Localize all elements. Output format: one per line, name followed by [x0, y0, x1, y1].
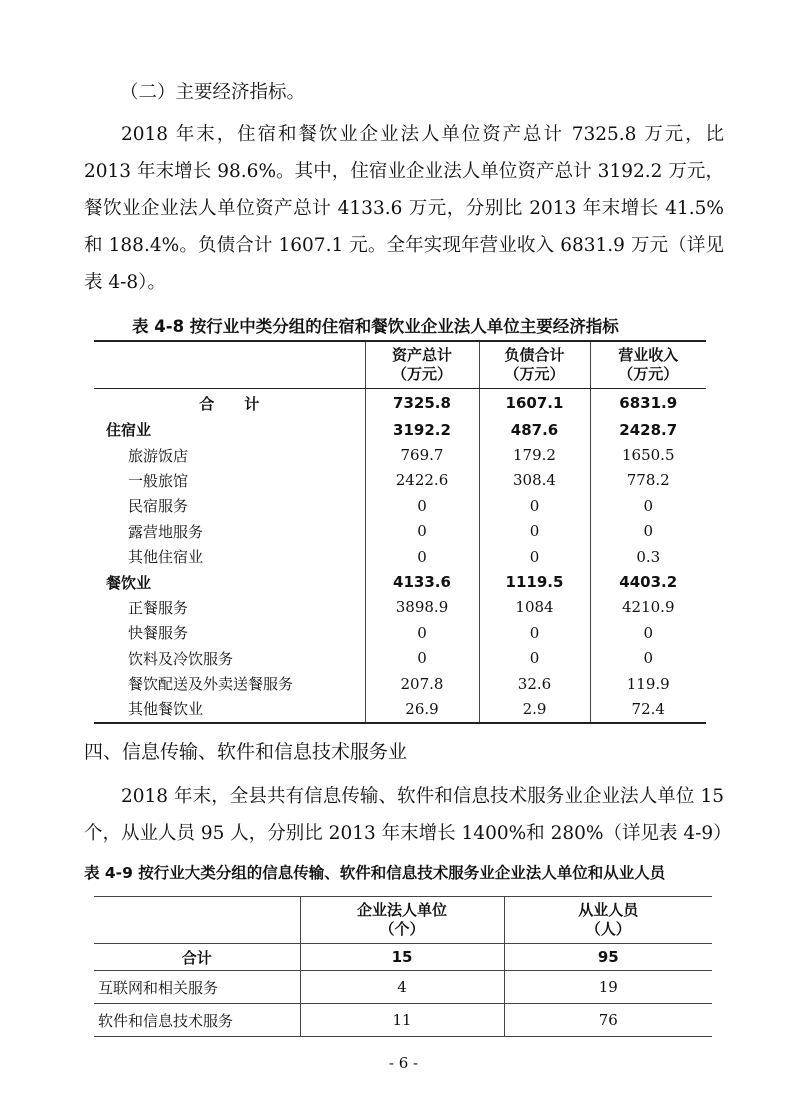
header-blank — [94, 897, 300, 944]
section-heading-information-technology: 四、信息传输、软件和信息技术服务业 — [84, 741, 408, 763]
cell-employees: 95 — [504, 944, 712, 971]
table-row — [94, 646, 706, 671]
cell-assets: 0 — [365, 519, 479, 544]
table-4-8 — [94, 340, 706, 724]
cell-revenue: 119.9 — [590, 671, 706, 696]
header-liabilities: 负债合计 （万元） — [479, 341, 590, 389]
cell-revenue: 0 — [590, 646, 706, 671]
cell-employees: 19 — [504, 971, 712, 1004]
table-row — [94, 417, 706, 442]
cell-assets: 207.8 — [365, 671, 479, 696]
table-header-row — [94, 897, 712, 944]
cell-revenue: 778.2 — [590, 468, 706, 493]
cell-liabilities: 32.6 — [479, 671, 590, 696]
table-row-total — [94, 389, 706, 418]
cell-liabilities: 308.4 — [479, 468, 590, 493]
table-4-9-caption: 表 4-9 按行业大类分组的信息传输、软件和信息技术服务业企业法人单位和从业人员 — [84, 864, 666, 882]
cell-revenue: 72.4 — [590, 696, 706, 722]
row-label: 合 计 — [199, 394, 260, 413]
page-number: - 6 - — [388, 1054, 419, 1072]
header-enterprises: 企业法人单位 （个） — [300, 897, 504, 944]
table-row — [94, 696, 706, 722]
cell-liabilities: 0 — [479, 646, 590, 671]
cell-enterprises: 15 — [300, 944, 504, 971]
cell-employees: 76 — [504, 1004, 712, 1037]
row-label: 互联网和相关服务 — [94, 971, 300, 1004]
row-label: 快餐服务 — [128, 624, 189, 643]
cell-assets: 3192.2 — [365, 417, 479, 442]
row-label: 其他餐饮业 — [94, 696, 365, 722]
row-label: 露营地服务 — [128, 522, 204, 541]
cell-liabilities: 0 — [479, 519, 590, 544]
cell-revenue: 0 — [590, 519, 706, 544]
row-label: 其他住宿业 — [128, 548, 204, 567]
cell-liabilities: 1084 — [479, 595, 590, 620]
table-row — [94, 1004, 712, 1037]
row-label: 民宿服务 — [128, 497, 189, 516]
row-label: 餐饮业 — [106, 573, 152, 592]
table-row — [94, 544, 706, 569]
table-4-9 — [94, 896, 712, 1037]
cell-assets: 4133.6 — [365, 569, 479, 594]
header-assets: 资产总计 （万元） — [365, 341, 479, 389]
table-row — [94, 971, 712, 1004]
header-blank — [94, 341, 365, 389]
cell-assets: 0 — [365, 620, 479, 645]
cell-revenue: 4210.9 — [590, 595, 706, 620]
economic-indicators-paragraph: 2018 年末，住宿和餐饮业企业法人单位资产总计 7325.8 万元，比 2013 年末增长 98.6%。其中，住宿业企业法人单位资产总计 3192.2 万元，餐饮业企业法人单位资产总计 4133.6 万元，分别比 2013 年末增长 41.5% 和 188.4%。负债合计 1607.1 元。全年实现年营业收入 6831.9 万元（详见表 4-8）。 — [84, 124, 724, 293]
cell-liabilities: 0 — [479, 493, 590, 518]
row-label: 饮料及冷饮服务 — [128, 649, 234, 668]
row-label: 住宿业 — [106, 421, 152, 440]
header-revenue: 营业收入 （万元） — [590, 341, 706, 389]
cell-assets: 0 — [365, 493, 479, 518]
table-row — [94, 671, 706, 696]
row-label: 旅游饭店 — [128, 446, 189, 465]
table-row — [94, 595, 706, 620]
cell-assets: 0 — [365, 646, 479, 671]
cell-liabilities: 0 — [479, 544, 590, 569]
table-4-8-caption: 表 4-8 按行业中类分组的住宿和餐饮业企业法人单位主要经济指标 — [132, 317, 619, 336]
cell-liabilities: 487.6 — [479, 417, 590, 442]
information-technology-paragraph: 2018 年末，全县共有信息传输、软件和信息技术服务业企业法人单位 15 个，从业人员 95 人，分别比 2013 年末增长 1400%和 280%（详见表 4-9） — [84, 786, 732, 844]
cell-revenue: 2428.7 — [590, 417, 706, 442]
cell-enterprises: 11 — [300, 1004, 504, 1037]
cell-assets: 2422.6 — [365, 468, 479, 493]
cell-enterprises: 4 — [300, 971, 504, 1004]
table-header-row — [94, 341, 706, 389]
cell-revenue: 6831.9 — [590, 389, 706, 418]
table-row — [94, 519, 706, 544]
row-label: 合计 — [94, 944, 300, 971]
cell-assets: 7325.8 — [365, 389, 479, 418]
cell-assets: 0 — [365, 544, 479, 569]
table-row — [94, 493, 706, 518]
cell-assets: 769.7 — [365, 442, 479, 467]
header-employees: 从业人员 （人） — [504, 897, 712, 944]
table-row — [94, 468, 706, 493]
cell-liabilities: 179.2 — [479, 442, 590, 467]
cell-liabilities: 2.9 — [479, 696, 590, 722]
table-row-total — [94, 944, 712, 971]
table-row — [94, 442, 706, 467]
cell-revenue: 1650.5 — [590, 442, 706, 467]
cell-liabilities: 0 — [479, 620, 590, 645]
cell-liabilities: 1119.5 — [479, 569, 590, 594]
cell-revenue: 0 — [590, 620, 706, 645]
cell-revenue: 0 — [590, 493, 706, 518]
row-label: 正餐服务 — [128, 598, 189, 617]
row-label: 一般旅馆 — [128, 471, 189, 490]
cell-assets: 3898.9 — [365, 595, 479, 620]
cell-revenue: 0.3 — [590, 544, 706, 569]
cell-liabilities: 1607.1 — [479, 389, 590, 418]
cell-assets: 26.9 — [365, 696, 479, 722]
cell-revenue: 4403.2 — [590, 569, 706, 594]
table-row — [94, 569, 706, 594]
table-row — [94, 620, 706, 645]
row-label: 软件和信息技术服务 — [94, 1004, 300, 1037]
section-heading-economic-indicators: （二）主要经济指标。 — [120, 82, 306, 103]
row-label: 餐饮配送及外卖送餐服务 — [128, 675, 294, 694]
